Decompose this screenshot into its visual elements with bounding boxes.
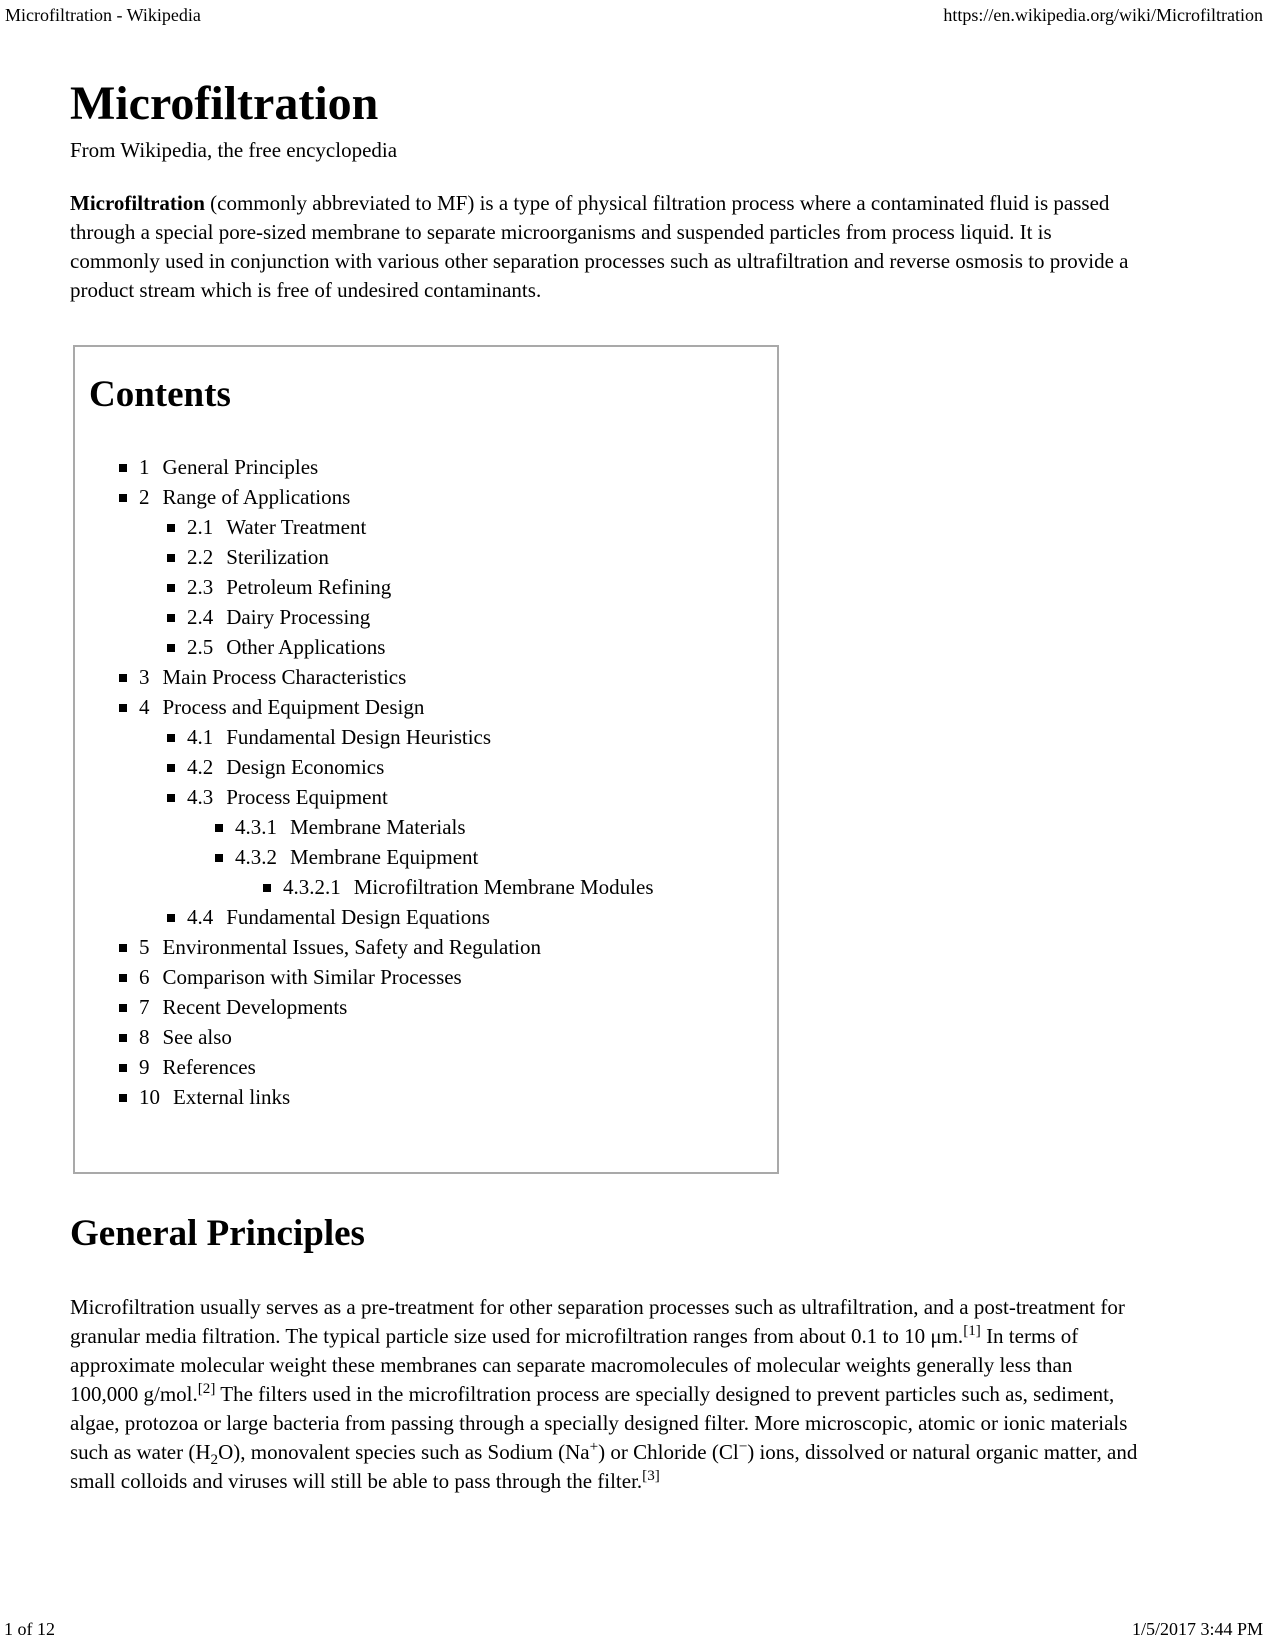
toc-item [263, 872, 769, 902]
square-bullet-icon [215, 824, 223, 832]
toc-item [119, 932, 769, 962]
intro-bold-term: Microfiltration [70, 191, 205, 215]
square-bullet-icon [263, 884, 271, 892]
toc-item [119, 692, 769, 722]
square-bullet-icon [119, 1094, 127, 1102]
toc-item-number: 2.5 [187, 635, 214, 659]
square-bullet-icon [119, 674, 127, 682]
toc-item-number: 4.3 [187, 785, 214, 809]
toc-item [215, 812, 769, 842]
square-bullet-icon [167, 554, 175, 562]
toc-item [167, 572, 769, 602]
toc-item-number: 2.2 [187, 545, 214, 569]
header-document-title: Microfiltration - Wikipedia [5, 5, 201, 25]
toc-item [119, 1082, 769, 1112]
contents-box [73, 345, 779, 1174]
toc-item [119, 962, 769, 992]
section-heading-general-principles: General Principles [70, 1213, 365, 1254]
toc-item-number: 2.1 [187, 515, 214, 539]
toc-item-label: Fundamental Design Heuristics [226, 725, 492, 749]
toc-item-number: 8 [139, 1025, 150, 1049]
toc-item [167, 602, 769, 632]
square-bullet-icon [119, 1064, 127, 1072]
toc-item [119, 482, 769, 512]
toc-item [167, 782, 769, 812]
toc-item-label: References [162, 1055, 256, 1079]
contents-list [83, 452, 769, 1112]
toc-item-number: 2.4 [187, 605, 214, 629]
toc-item-label: Design Economics [226, 755, 385, 779]
toc-item [119, 662, 769, 692]
toc-item-label: Dairy Processing [226, 605, 371, 629]
toc-item [167, 722, 769, 752]
page-title: Microfiltration [70, 77, 379, 130]
toc-item-number: 4 [139, 695, 150, 719]
toc-item-number: 6 [139, 965, 150, 989]
toc-item-number: 4.3.2.1 [283, 875, 341, 899]
toc-item-number: 3 [139, 665, 150, 689]
toc-item-label: Environmental Issues, Safety and Regulation [162, 935, 542, 959]
square-bullet-icon [119, 974, 127, 982]
toc-item-number: 4.2 [187, 755, 214, 779]
contents-heading: Contents [89, 374, 231, 415]
square-bullet-icon [167, 914, 175, 922]
square-bullet-icon [167, 584, 175, 592]
general-principles-paragraph: Microfiltration usually serves as a pre-treatment for other separation processes such as ultrafiltration, and a post-treatment for granular media filtration. The typical particle size used for microfiltration ranges from about 0.1 to 10 μm.[1] In terms of approximate molecular weight these membranes can separate macromolecules of molecular weights generally less than 100,000 g/mol.[2] The filters used in the microfiltration process are specially designed to prevent particles such as, sediment, algae, protozoa or large bacteria from passing through a specially designed filter. More microscopic, atomic or ionic materials such as water $(H_2O)$, monovalent species such as Sodium (Na+) or Chloride (Cl−) ions, dissolved or natural organic matter, and small colloids and viruses will still be able to pass through the filter.[3] [70, 1295, 1138, 1493]
toc-item [167, 512, 769, 542]
print-footer [0, 1619, 1269, 1640]
footer-timestamp: 1/5/2017 3:44 PM [1131, 1619, 1263, 1639]
toc-item-label: Process and Equipment Design [162, 695, 425, 719]
toc-item-number: 5 [139, 935, 150, 959]
square-bullet-icon [119, 464, 127, 472]
square-bullet-icon [119, 944, 127, 952]
toc-item [167, 902, 769, 932]
toc-item-number: 4.1 [187, 725, 214, 749]
toc-item [215, 842, 769, 872]
toc-item-number: 1 [139, 455, 150, 479]
toc-item-number: 10 [139, 1085, 160, 1109]
toc-item-number: 4.4 [187, 905, 214, 929]
square-bullet-icon [167, 614, 175, 622]
square-bullet-icon [167, 524, 175, 532]
toc-item-number: 2.3 [187, 575, 214, 599]
toc-item-label: General Principles [162, 455, 319, 479]
square-bullet-icon [119, 1034, 127, 1042]
toc-item-label: See also [162, 1025, 232, 1049]
toc-item-label: Microfiltration Membrane Modules [353, 875, 654, 899]
toc-item-label: Membrane Equipment [290, 845, 479, 869]
article [70, 78, 1199, 1496]
footer-page-number: 1 of 12 [4, 1619, 55, 1639]
square-bullet-icon [119, 704, 127, 712]
square-bullet-icon [167, 794, 175, 802]
intro-paragraph [70, 189, 1138, 305]
square-bullet-icon [119, 494, 127, 502]
toc-item-label: Water Treatment [226, 515, 367, 539]
toc-item-label: Main Process Characteristics [162, 665, 407, 689]
square-bullet-icon [119, 1004, 127, 1012]
toc-item [167, 542, 769, 572]
toc-item-label: Fundamental Design Equations [226, 905, 490, 929]
toc-item-number: 2 [139, 485, 150, 509]
toc-item [167, 632, 769, 662]
toc-item [119, 992, 769, 1022]
toc-item-label: Sterilization [226, 545, 329, 569]
toc-item-number: 9 [139, 1055, 150, 1079]
toc-item-label: Process Equipment [226, 785, 388, 809]
square-bullet-icon [167, 644, 175, 652]
toc-item-label: External links [173, 1085, 291, 1109]
toc-item-number: 4.3.1 [235, 815, 277, 839]
toc-item-label: Membrane Materials [290, 815, 466, 839]
toc-item-label: Other Applications [226, 635, 386, 659]
toc-item-label: Range of Applications [162, 485, 351, 509]
toc-item-label: Petroleum Refining [226, 575, 392, 599]
article-tagline: From Wikipedia, the free encyclopedia [70, 138, 398, 162]
header-url: https://en.wikipedia.org/wiki/Microfiltration [943, 5, 1263, 25]
toc-item-label: Recent Developments [162, 995, 348, 1019]
intro-text: (commonly abbreviated to MF) is a type of physical filtration process where a contaminated fluid is passed through a special pore-sized membrane to separate microorganisms and suspended particles from process liquid. It is commonly used in conjunction with various other separation processes such as ultrafiltration and reverse osmosis to provide a product stream which is free of undesired contaminants. [70, 191, 1129, 302]
toc-item [119, 452, 769, 482]
print-header [0, 0, 1269, 26]
toc-item [167, 752, 769, 782]
square-bullet-icon [167, 734, 175, 742]
toc-item [119, 1052, 769, 1082]
toc-item-number: 7 [139, 995, 150, 1019]
toc-item [119, 1022, 769, 1052]
square-bullet-icon [167, 764, 175, 772]
toc-item-number: 4.3.2 [235, 845, 277, 869]
toc-item-label: Comparison with Similar Processes [162, 965, 462, 989]
square-bullet-icon [215, 854, 223, 862]
